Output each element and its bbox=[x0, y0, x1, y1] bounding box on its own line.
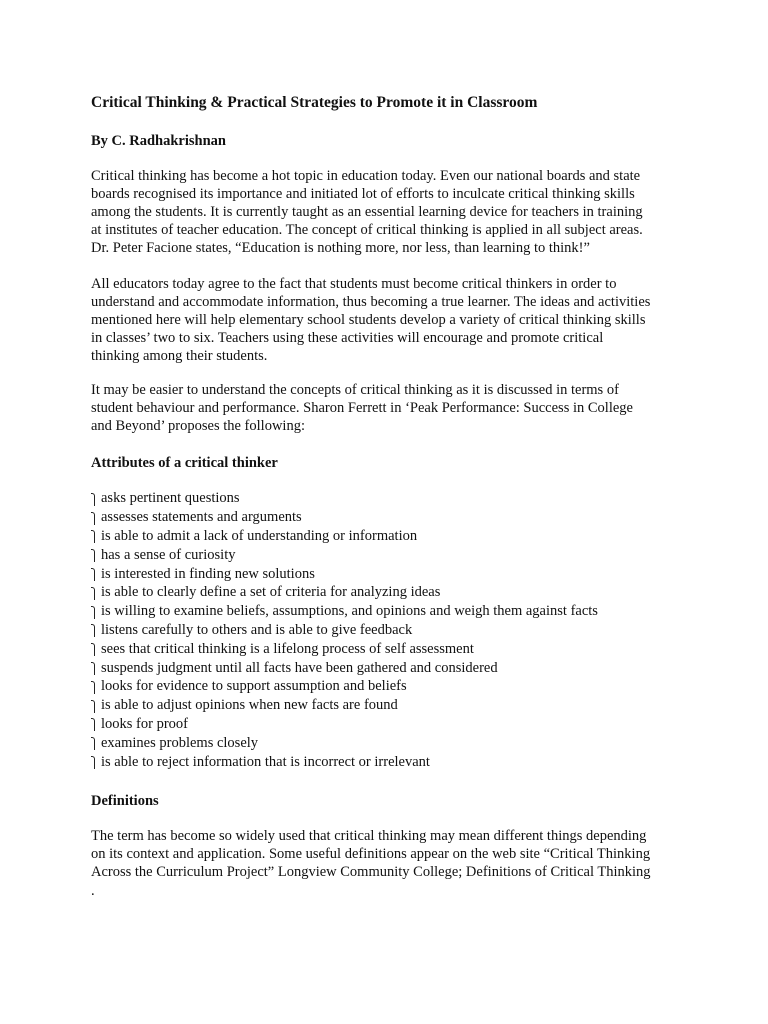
list-item bbox=[91, 752, 598, 771]
list-item-text: is interested in finding new solutions bbox=[101, 565, 315, 582]
text-line: All educators today agree to the fact that students must become critical thinkers in order to bbox=[91, 276, 617, 292]
list-item bbox=[91, 545, 598, 564]
list-item-text: looks for proof bbox=[101, 715, 188, 732]
list-item bbox=[91, 621, 598, 640]
list-item-text: is able to clearly define a set of criteria for analyzing ideas bbox=[101, 584, 441, 601]
text-line: Critical thinking has become a hot topic in education today. Even our national boards and state bbox=[91, 168, 641, 184]
bracket-bullet-icon bbox=[91, 587, 95, 600]
bracket-bullet-icon bbox=[91, 568, 95, 581]
list-item-text: looks for evidence to support assumption and beliefs bbox=[101, 678, 407, 695]
list-item-text: examines problems closely bbox=[101, 734, 259, 751]
bracket-bullet-icon bbox=[91, 512, 95, 525]
definitions-heading: Definitions bbox=[91, 793, 159, 809]
text-line: The term has become so widely used that critical thinking may mean different things depending bbox=[91, 828, 647, 844]
text-line: Across the Curriculum Project” Longview Community College; Definitions of Critical Thinking bbox=[91, 864, 651, 880]
text-line: among the students. It is currently taught as an essential learning device for teachers in training bbox=[91, 204, 643, 220]
text-line: and Beyond’ proposes the following: bbox=[91, 418, 305, 434]
list-item-text: is willing to examine beliefs, assumptions, and opinions and weigh them against facts bbox=[101, 603, 598, 620]
list-item bbox=[91, 715, 598, 734]
list-item bbox=[91, 489, 598, 508]
document-title: Critical Thinking & Practical Strategies to Promote it in Classroom bbox=[91, 94, 538, 111]
bracket-bullet-icon bbox=[91, 493, 95, 506]
bracket-bullet-icon bbox=[91, 662, 95, 675]
paragraph-definitions bbox=[91, 827, 677, 881]
paragraph-concepts bbox=[91, 381, 677, 435]
bracket-bullet-icon bbox=[91, 681, 95, 694]
list-item-text: listens carefully to others and is able to give feedback bbox=[101, 621, 413, 638]
text-line: at institutes of teacher education. The concept of critical thinking is applied in all subject areas. bbox=[91, 222, 643, 238]
text-line: It may be easier to understand the concepts of critical thinking as it is discussed in terms of bbox=[91, 382, 619, 398]
list-item bbox=[91, 733, 598, 752]
text-line: in classes’ two to six. Teachers using these activities will encourage and promote critical bbox=[91, 330, 604, 346]
trailing-period: . bbox=[91, 883, 95, 899]
list-item-text: is able to admit a lack of understanding or information bbox=[101, 527, 418, 544]
bracket-bullet-icon bbox=[91, 530, 95, 543]
list-item bbox=[91, 564, 598, 583]
paragraph-educators bbox=[91, 275, 677, 365]
text-line: Dr. Peter Facione states, “Education is nothing more, nor less, than learning to think!” bbox=[91, 240, 590, 256]
list-item bbox=[91, 602, 598, 621]
list-item-text: asks pertinent questions bbox=[101, 490, 240, 507]
list-item bbox=[91, 639, 598, 658]
list-item bbox=[91, 508, 598, 527]
text-line: thinking among their students. bbox=[91, 348, 268, 364]
bracket-bullet-icon bbox=[91, 643, 95, 656]
list-item-text: suspends judgment until all facts have been gathered and considered bbox=[101, 659, 498, 676]
text-line: understand and accommodate information, thus becoming a true learner. The ideas and activities bbox=[91, 294, 651, 310]
bracket-bullet-icon bbox=[91, 718, 95, 731]
author-byline: By C. Radhakrishnan bbox=[91, 133, 226, 149]
list-item-text: is able to reject information that is incorrect or irrelevant bbox=[101, 753, 430, 770]
paragraph-intro bbox=[91, 167, 677, 257]
text-line: mentioned here will help elementary school students develop a variety of critical thinking skills bbox=[91, 312, 646, 328]
text-line: boards recognised its importance and initiated lot of efforts to inculcate critical thinking skills bbox=[91, 186, 635, 202]
list-item bbox=[91, 696, 598, 715]
list-item bbox=[91, 583, 598, 602]
attributes-list bbox=[91, 489, 598, 771]
text-line: on its context and application. Some useful definitions appear on the web site “Critical Thinking bbox=[91, 846, 651, 862]
list-item bbox=[91, 677, 598, 696]
bracket-bullet-icon bbox=[91, 700, 95, 713]
list-item-text: has a sense of curiosity bbox=[101, 546, 236, 563]
list-item bbox=[91, 658, 598, 677]
list-item bbox=[91, 527, 598, 546]
bracket-bullet-icon bbox=[91, 549, 95, 562]
bracket-bullet-icon bbox=[91, 606, 95, 619]
list-item-text: sees that critical thinking is a lifelong process of self assessment bbox=[101, 640, 474, 657]
bracket-bullet-icon bbox=[91, 737, 95, 750]
bracket-bullet-icon bbox=[91, 756, 95, 769]
attributes-heading: Attributes of a critical thinker bbox=[91, 455, 278, 471]
bracket-bullet-icon bbox=[91, 624, 95, 637]
list-item-text: assesses statements and arguments bbox=[101, 509, 302, 526]
text-line: student behaviour and performance. Sharon Ferrett in ‘Peak Performance: Success in College bbox=[91, 400, 633, 416]
list-item-text: is able to adjust opinions when new facts are found bbox=[101, 697, 398, 714]
